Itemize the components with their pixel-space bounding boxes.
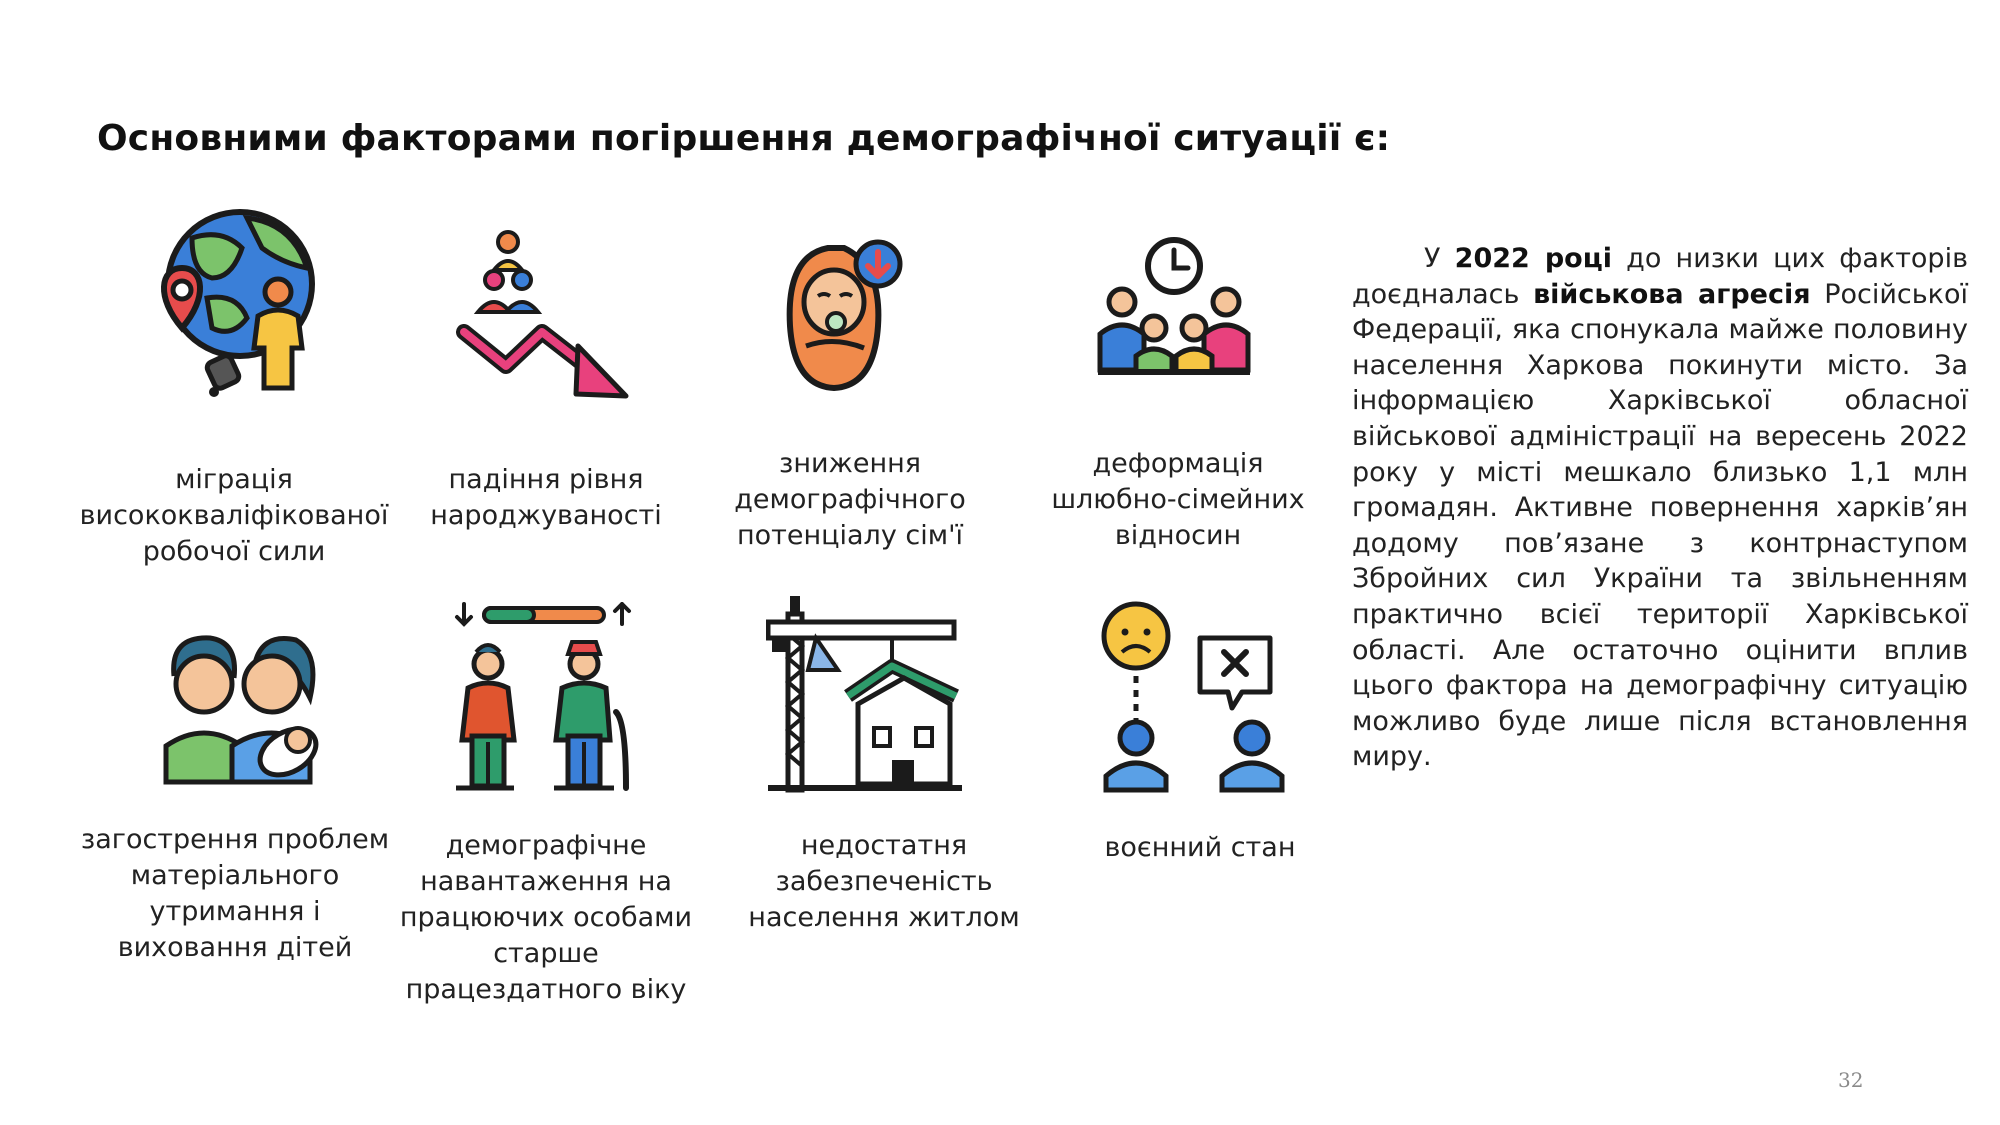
factor-label: зниження демографічного потенціалу сім'ї	[734, 448, 966, 551]
sad-face-denied-icon	[1100, 600, 1296, 796]
war-impact-paragraph	[1352, 241, 1968, 775]
factor-label: деформація шлюбно-сімейних відносин	[1051, 448, 1305, 551]
paragraph-text: до низки цих факторів доєдналась	[1352, 243, 1968, 310]
factor-label: недостатня забезпеченість населення житлом	[748, 830, 1020, 933]
factor-label: міграція висококваліфікованої робочої сили	[79, 464, 389, 567]
family-clock-icon	[1096, 236, 1252, 378]
young-old-workers-icon	[454, 602, 640, 792]
declining-birth-rate-icon	[456, 228, 636, 406]
paragraph-emphasis-aggression: військова агресія	[1533, 278, 1811, 310]
parents-with-baby-icon	[160, 628, 320, 786]
migration-icon	[152, 208, 320, 400]
factor-label: воєнний стан	[1104, 832, 1296, 863]
paragraph-text: У	[1424, 243, 1455, 274]
factor-label: демографічне навантаження на працюючих особами старше працездатного віку	[399, 830, 693, 1005]
paragraph-emphasis-year: 2022 році	[1454, 243, 1612, 274]
page-number: 32	[1838, 1068, 1864, 1092]
swaddled-baby-icon	[784, 236, 908, 392]
factor-label: падіння рівня народжуваності	[430, 464, 662, 531]
construction-house-icon	[766, 594, 966, 794]
paragraph-text: Російської Федерації, яка спонукала майже половину населення Харкова покинути місто. За інформацією Харківської обласної військової адміністрації на вересень 2022 року у місті мешкало близько 1,1 млн громадян. Активне повернення харків’ян додому пов’язане з контрнаступом Збройних сил України та звільненням практично всієї території Харківської області. Але остаточно оцінити вплив цього фактора на демографічну ситуацію можливо буде лише після встановлення миру.	[1352, 278, 1968, 773]
factor-label: загострення проблем матеріального утримання і виховання дітей	[80, 824, 390, 963]
slide-title: Основними факторами погіршення демографічної ситуації є:	[97, 118, 1391, 159]
